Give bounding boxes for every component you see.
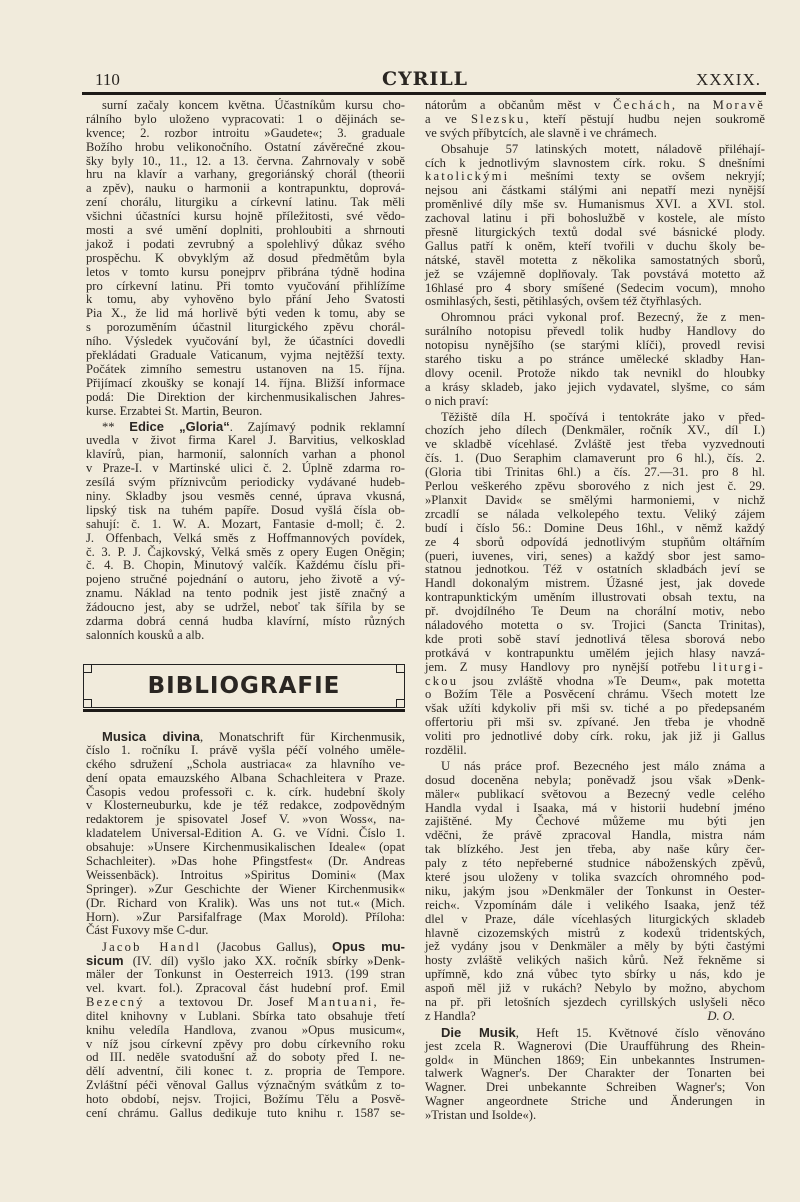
text-line — [86, 730, 405, 744]
text-line: Přijímací zkoušky se konají 14. října. Bližší informace — [86, 375, 405, 390]
text-run: , Heft 15. Květnové číslo věnováno — [515, 1025, 766, 1040]
text-line: Wagner angeordnete Striche und Änderungen in — [425, 1094, 765, 1109]
text-line — [86, 954, 405, 968]
text-line: U nás práce prof. Bezecného jest málo známa a — [441, 758, 765, 773]
text-line: cení chrámu. Gallus dedikuje tuto knihu r. 1587 se- — [86, 1106, 405, 1121]
bold-title: Opus mu- — [331, 939, 405, 955]
journal-title: CYRILL — [381, 68, 469, 90]
text-line: mosti a své umění doplniti, prohloubiti a shrnouti — [86, 223, 405, 238]
paragraph — [425, 411, 765, 758]
text-line: knihu veledíla Handlova, zvanou »Opus musicum«, — [86, 1022, 405, 1037]
text-line: vel. kvart. fol.). Zpracoval část hudební prof. Emil — [86, 981, 405, 996]
text-line: čís. 1. (Duo Seraphim clamaverunt pro 6 hl.), čís. 2. — [425, 451, 765, 466]
spaced-emphasis: katolickými — [425, 169, 510, 184]
right-column — [425, 99, 765, 1125]
left-column-top — [86, 99, 405, 645]
text-line: Handl dokonalým mistrem. Úžasné jest, jak dovede — [425, 576, 765, 591]
text-run: a textovou Dr. Josef — [144, 994, 308, 1009]
text-line: talwerk Wagner's. Der Charakter der Tonarten bei — [425, 1066, 765, 1081]
bold-title: Musica divina — [102, 729, 200, 744]
text-line: však užíti kdykoliv při mši sv. tiché a po předepsaném — [425, 701, 765, 716]
text-line: statnou jednotkou. Též v ostatních skladbách jeví se — [425, 562, 765, 577]
text-line: žádoucno jest, aby se udržel, neboť tak šířila by se — [86, 600, 405, 615]
text-run: , na — [671, 98, 713, 112]
paragraph — [86, 940, 405, 1121]
text-line: rálního bylo uloženo vypracovati: 1 o dějinách se- — [86, 111, 405, 126]
text-line: Weissenbäck). Introitus »Spiritus Domini« (Max — [86, 867, 405, 882]
text-line: Božího hrobu velikonočního. Ostatní závěrečné zkou- — [86, 139, 405, 154]
corner-ornament — [396, 699, 405, 708]
text-line: jež vydány jsou v Denkmäler a měly by býti častými — [425, 939, 765, 954]
text-line: nejsou ani částkami stálými ani nepatří mezi nynější — [425, 183, 765, 198]
text-line: rozdělil. — [425, 742, 467, 757]
paragraph — [425, 1026, 765, 1123]
text-line: salonních kousků a alb. — [86, 627, 205, 642]
page-header — [85, 68, 765, 92]
paragraph — [425, 760, 765, 1024]
paragraph — [425, 143, 765, 310]
text-run: , kteří pěstují hudbu nejen soukromě — [525, 111, 765, 126]
text-line — [425, 1026, 765, 1040]
text-line — [86, 420, 405, 434]
text-line: v Praze-I. v Martinské ulici č. 2. Úplně zdarma ro- — [86, 461, 405, 476]
text-line: na př. při letošních sjezdech cyrillských uslyšeli něco — [425, 995, 765, 1009]
text-run: (IV. díl) vyšlo jako XX. ročník sbírky »Denk- — [123, 954, 405, 969]
text-line: Horn). »Zur Parsifalfrage (Max Morold). Příloha: — [86, 909, 405, 924]
text-line: lipský tisk na tuhém papíře. Dosud vyšlá čísla ob- — [86, 502, 405, 517]
text-run: mešními texty se ovšem nekryjí; — [509, 169, 765, 184]
text-line: zajištěné. My Čechové můžeme mu býti jen — [425, 814, 765, 829]
text-line: Obsahuje 57 latinských motett, náladově přiléhají- — [441, 141, 765, 156]
text-run: (Jacobus Gallus), — [201, 940, 332, 955]
paragraph — [425, 99, 765, 141]
paragraph — [86, 99, 405, 418]
text-line: tak blízkého. Jest jen třeba, aby naše kůry čer- — [425, 842, 765, 857]
text-line: surálního notopisu převedl tolik hudby Handlovy do — [425, 324, 765, 339]
text-line: kurse. Erzabtei St. Martin, Beuron. — [86, 403, 263, 418]
text-run: , Monatschrift für Kirchenmusik, — [199, 730, 405, 744]
text-line: o Božím Těle a Posvěcení chrámu. Všech motett lze — [425, 687, 765, 702]
text-line: od III. neděle svatodušní až do soboty před I. ne- — [86, 1050, 405, 1065]
text-line: zesílá svým příznivcům periodicky vydávané hudeb- — [86, 475, 405, 490]
text-line: náladového motetta o sv. Trojici (Sancta Trinitas), — [425, 617, 765, 632]
text-line: jež se vzájemně doplňovaly. Tak povstává motetto až — [425, 266, 765, 281]
corner-ornament — [396, 664, 405, 673]
text-line: dosud doceněna nebyla; poněvadž jsou však »Denk- — [425, 772, 765, 787]
text-line: zachoval latinu i při bohoslužbě v kostele, ale místo — [425, 211, 765, 226]
text-line: Schachleiter). »Das hohe Pfingstfest« (Dr. Andreas — [86, 854, 405, 869]
text-line: Gallus patří k oněm, kteří tvořili v duchu školy be- — [425, 238, 765, 253]
text-line: prospěchu. K obvyklým až dosud předmětům byla — [86, 250, 405, 265]
text-line: offertoriu při mši sv. zpívané. Jen třeba je vhodně — [425, 715, 765, 730]
text-line: hosty zvláště velikých našich kůrů. Než řekněme si — [425, 953, 765, 968]
text-line: všichni účastníci kursu hojně příležitosti, své vědo- — [86, 209, 405, 224]
spaced-emphasis: Čechách — [613, 98, 672, 112]
text-line: šky byly 10., 11., 12. a 13. června. Zahrnovaly v sobě — [86, 153, 405, 168]
text-line: znamu. Náklad na tento podnik jest jistě značný a — [86, 586, 405, 601]
text-line: klavírů, pian, harmonií, salonních varhan a phonol — [86, 447, 405, 462]
text-line: osmihlasých, šesti, pětihlasých, ovšem též čtyřhlasých. — [425, 294, 702, 309]
text-run: nátorům a občanům měst v — [425, 98, 614, 112]
text-line: ve svých příbytcích, ale slavně i ve chrámech. — [425, 125, 657, 140]
text-line: niny. Skladby jsou vesměs cenné, úprava vkusná, — [86, 488, 405, 503]
text-line: kvence; 2. rozbor introitu »Gaudete«; 3. graduale — [86, 125, 405, 140]
bold-title: Edice „Gloria“ — [129, 419, 230, 435]
section-heading: BIBLIOGRAFIE — [147, 673, 341, 699]
text-line: zrcadlí se nálada velkolepého textu. Veliký zájem — [425, 506, 765, 521]
text-run: ** — [102, 420, 130, 435]
text-line: uvedla v život firma Karel J. Barvitius, velkosklad — [86, 433, 405, 448]
text-line — [425, 113, 765, 127]
bold-title: Die Musik — [441, 1024, 516, 1040]
text-line: pro církevní latinu. Při tomto vyučování přihlížíme — [86, 278, 405, 293]
text-line: vděčni, že právě zpracoval Handla, mistra nám — [425, 828, 765, 843]
text-line: kde proti sobě staví jednotlivá tělesa sborová nebo — [425, 631, 765, 646]
text-line: letos v tomto kursu ponejprv přibrána týdně hodina — [86, 264, 405, 279]
paragraph — [425, 311, 765, 408]
text-run: . Zajímavý podnik reklamní — [229, 420, 405, 435]
text-line: Pia X., že lid má horlivě býti veden k tomu, aby se — [86, 306, 405, 321]
volume-number: XXXIX. — [695, 70, 761, 89]
text-line: a krásy skladeb, jako jejich vydavatel, slyšme, co sám — [425, 379, 765, 394]
corner-ornament — [83, 699, 92, 708]
text-line: budí i číslo 56.: Domine Deus 16hl., v němž každý — [425, 520, 765, 535]
text-line: sahují: č. 1. W. A. Mozart, Fantasie d-moll; č. 2. — [86, 516, 405, 531]
text-line: k tomu, aby vyhověno bylo přání Jeho Svatosti — [86, 292, 405, 307]
spaced-emphasis: Jacob Handl — [102, 940, 202, 955]
bibliography-heading-box — [83, 664, 405, 708]
text-line: paly z této nepřeberné studnice náboženských zpěvů, — [425, 856, 765, 871]
text-line: mäler« publikací světovou a Bezecný vedle celého — [425, 786, 765, 801]
text-line: protkává v kontrapunktu umělém jejich hlasy navzá- — [425, 645, 765, 660]
text-line: Perlou veškerého zpěvu sborového z nich jest č. 29. — [425, 479, 765, 494]
paragraph — [86, 730, 405, 938]
text-line — [425, 675, 765, 689]
text-line: reich«. Vzpomínám dále i velikého Isaaka, jenž též — [425, 897, 765, 912]
text-line: Část Fuxovy mše C-dur. — [86, 923, 209, 938]
text-line: (Gloria tibi Trinitas 6hl.) a čís. 27.—31. pro 8 hl. — [425, 465, 765, 480]
text-line: ve skladbě vícehlasé. Zvláště jest třeba vyzvednouti — [425, 437, 765, 452]
text-line: Zvláštní péči věnoval Gallus význačným svátkům z to- — [86, 1078, 405, 1093]
text-line: které jsou uloženy v tolika svazcích ohromného pod- — [425, 869, 765, 884]
text-line: pojeno stručné pojednání o autoru, jeho životě a vý- — [86, 572, 405, 587]
paragraph — [86, 420, 405, 642]
text-line: hru na klavír a varhany, gregoriánský chorál (theorii — [86, 167, 405, 182]
text-line: přesně liturgických textů dodal své básnické plody. — [425, 225, 765, 240]
spaced-emphasis: Mantuani — [307, 994, 374, 1009]
text-line: jakož i podati zevrubný a spolehlivý důkaz svého — [86, 236, 405, 251]
section-rule — [83, 709, 405, 712]
text-line: dělí adventní, čili konec t. z. propria de Tempore. — [86, 1064, 405, 1079]
text-line: gold« in München 1869; Ein unbekanntes Instrumen- — [425, 1052, 765, 1067]
spaced-emphasis: Moravě — [712, 98, 766, 112]
text-line: ditel knihovny v Lublani. Sbírka tato obsahuje třetí — [86, 1008, 405, 1023]
text-line — [86, 940, 405, 954]
text-line: nátské, stavěl motetta z několika samostatných sborů, — [425, 252, 765, 267]
text-line — [425, 99, 765, 113]
text-line: zdarma dobrá cenná hudba klavírní, místo různých — [86, 613, 405, 628]
text-line: surní začaly koncem května. Účastníkům kursu cho- — [102, 98, 405, 112]
text-line: aspoň měl již v rukách? Nebylo by možno, abychom — [425, 981, 765, 996]
author-signature: D. O. — [707, 1008, 735, 1023]
text-line: o nich praví: — [425, 393, 489, 408]
text-line: Těžiště díla H. spočívá i tentokráte jako v před- — [441, 409, 765, 424]
signature-line — [425, 1010, 765, 1024]
spaced-emphasis: Bezecný — [86, 994, 145, 1009]
text-line: »Tristan und Isolde«). — [425, 1108, 537, 1123]
text-line: kladatelem Universal-Edition A. G. ve Vídni. Číslo 1. — [86, 826, 405, 841]
text-line: podá: Die Direktion der kirchenmusikalischen Jahres- — [86, 389, 405, 404]
spaced-emphasis: Slezsku — [470, 111, 526, 126]
text-line: starého tisku a po stránce umělecké skladby Han- — [425, 352, 765, 367]
text-run: z Handla? — [425, 1008, 476, 1023]
text-line: ckého sdružení „Schola austriaca« za hlavního ve- — [86, 756, 405, 771]
text-line: redaktorem je spisovatel Josef V. »von Woss«, na- — [86, 812, 405, 827]
text-line: př. dvojdílného Te Deum na chorální motiv, nebo — [425, 604, 765, 619]
page-number: 110 — [95, 70, 120, 89]
text-line: »Planxit David« se smělými harmoniemi, v nichž — [425, 492, 765, 507]
text-line: 16hlasé pro 4 sbory smíšené (Sedecim vocum), mnoho — [425, 280, 765, 295]
text-line: dlel v Praze, dále vícehlasých liturgických skladeb — [425, 911, 765, 926]
text-line: zení chorálu, liturgiku a církevní latinu. Tak měli — [86, 195, 405, 210]
text-line — [425, 661, 765, 675]
text-line: ze 4 sborů odpovídá jednotlivým stupňům oltářním — [425, 534, 765, 549]
text-line: J. Offenbach, Velká směs z Hoffmannových povídek, — [86, 530, 405, 545]
text-line: niku, jakým jsou »Denkmäler der Tonkunst in Oester- — [425, 883, 765, 898]
header-rule — [82, 92, 766, 95]
text-line: Handla vydal i Isaaka, má v historii hudební jméno — [425, 800, 765, 815]
text-line: cích k jednotlivým slavnostem círk. roku. S dnešními — [425, 155, 765, 170]
text-line: č. 3. P. J. Čajkovský, Velká směs z opery Eugen Oněgin; — [86, 544, 405, 559]
text-line: mäler der Tonkunst in Oesterreich 1913. (199 stran — [86, 967, 405, 982]
text-line: jest zcela R. Wagnerovi (Die Uraufführung des Rhein- — [425, 1038, 765, 1053]
text-line: proměnlivé díly mše sv. Humanismus XVI. a XVI. stol. — [425, 197, 765, 212]
text-run: jsou zvláště vhodna »Te Deum«, pak motetta — [458, 673, 765, 688]
text-line: ního. Výsledek vyučování byl, že účastníci dovedli — [86, 334, 405, 349]
text-run: a ve — [425, 111, 471, 126]
text-line: s porozuměním účastnil liturgického zpěvu chorál- — [86, 320, 405, 335]
text-line: v níž jsou církevní zpěvy pro dobu církevního roku — [86, 1036, 405, 1051]
text-line: chozích jeho dílech (Denkmäler, ročník XV., díl I.) — [425, 423, 765, 438]
text-line: Springer). »Zur Geschichte der Wiener Kirchenmusik« — [86, 881, 405, 896]
text-line: a zpěv), nauku o harmonii a kontrapunktu, doprová- — [86, 181, 405, 196]
text-line: obsahuje: »Unsere Kirchenmusikalischen Ideale« (opat — [86, 840, 405, 855]
text-line: číslo 1. ročníku I. právě vyšla péčí volného uměle- — [86, 742, 405, 757]
text-line: č. 4. B. Chopin, Minutový valčík. Každému číslu při- — [86, 558, 405, 573]
text-line: Wagner. Drei unbekannte Schreiben Wagner's; Von — [425, 1080, 765, 1095]
left-column-bottom — [86, 730, 405, 1123]
bold-title: sicum — [86, 953, 124, 969]
text-line: Počátek zimního semestru ustanoven na 15. října. — [86, 361, 405, 376]
text-line: (Dr. Richard von Kralik). Was uns not tut.« (Mich. — [86, 895, 405, 910]
text-line: kontrapunktickým uměním illustrovati obsah textu, na — [425, 590, 765, 605]
text-line — [425, 170, 765, 184]
text-run: jem. Z musy Handlovy pro nynější potřebu — [425, 659, 713, 674]
text-line: překládati Graduale Vaticanum, vyjma nejtěžší texty. — [86, 348, 405, 363]
text-line: hlavně cizozemských mistrů z kodexů tridentských, — [425, 925, 765, 940]
spaced-emphasis: liturgi- — [712, 659, 765, 674]
spaced-emphasis: ckou — [425, 673, 459, 688]
text-line: v Klosterneuburku, kde je též redakce, zodpovědným — [86, 798, 405, 813]
text-line: Časopis vedou professoři c. k. círk. hudební školy — [86, 784, 405, 799]
text-line: Ohromnou práci vykonal prof. Bezecný, že z men- — [441, 310, 765, 325]
text-line: hoto období, nejsv. Trojici, Božímu Tělu a Posvě- — [86, 1092, 405, 1107]
text-line: voliti pro jednotlivé doby círk. roku, jak již ji Gallus — [425, 729, 765, 744]
text-line — [86, 996, 405, 1010]
text-line: dlovy ocenil. Protože nikdo tak nevnikl do hloubky — [425, 365, 765, 380]
text-line: dení opata emauzského Albana Schachleitera v Praze. — [86, 770, 405, 785]
text-line: notopisu nynějšího (se starými klíči), provedl revisi — [425, 338, 765, 353]
text-line: upřímně, kdo zná vůbec tyto sbírky u nás, kdo je — [425, 967, 765, 982]
text-line: (pueri, iuvenes, viri, senes) a každý sbor jest samo- — [425, 548, 765, 563]
corner-ornament — [83, 664, 92, 673]
text-run: , ře- — [373, 994, 405, 1009]
